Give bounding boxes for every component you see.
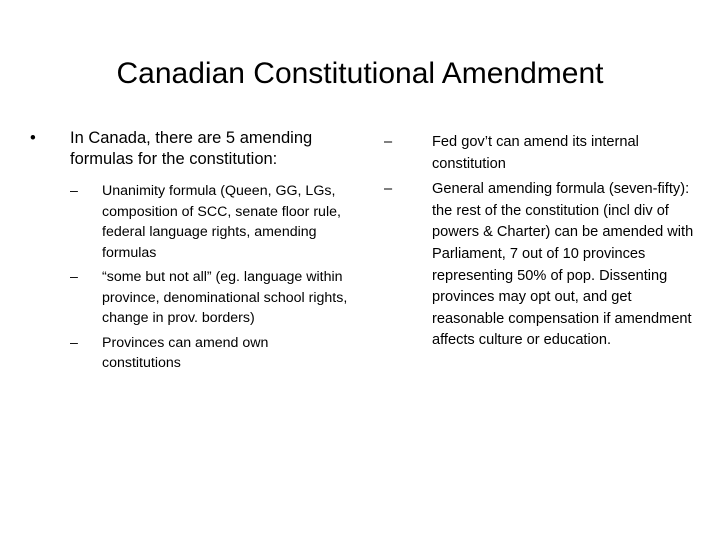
left-column	[30, 128, 350, 378]
sub-bullet-marker: –	[70, 269, 78, 285]
sub-bullet-item	[30, 333, 350, 374]
sub-bullet-text: “some but not all” (eg. language within province, denominational school rights, change in prov. borders)	[102, 269, 348, 326]
bullet-marker: •	[30, 129, 36, 147]
sub-bullet-text: Provinces can amend own constitutions	[102, 334, 269, 371]
sub-bullet-list	[30, 181, 350, 374]
bullet-item	[30, 128, 350, 170]
right-column	[384, 132, 700, 356]
sub-bullet-item	[30, 267, 350, 329]
sub-bullet-text: Fed gov’t can amend its internal constitution	[432, 134, 639, 172]
slide-title: Canadian Constitutional Amendment	[116, 57, 604, 90]
sub-bullet-marker: –	[70, 334, 78, 351]
sub-bullet-item	[384, 179, 700, 352]
sub-bullet-text: General amending formula (seven-fifty): the rest of the constitution (incl div of powers & Charter) can be amended with Parliament, 7 out of 10 provinces representing 50% of pop. Dissenting provinces may opt out, and get reasonable compensation if amendment affects culture or education.	[432, 181, 694, 349]
sub-bullet-marker: –	[384, 181, 393, 198]
sub-bullet-marker: –	[70, 183, 78, 199]
sub-bullet-text: Unanimity formula (Queen, GG, LGs, composition of SCC, senate floor rule, federal language rights, amending formulas	[102, 183, 341, 261]
bullet-text: In Canada, there are 5 amending formulas for the constitution:	[70, 129, 313, 168]
sub-bullet-item	[30, 181, 350, 263]
sub-bullet-item	[384, 132, 700, 175]
sub-bullet-marker: –	[384, 134, 393, 150]
